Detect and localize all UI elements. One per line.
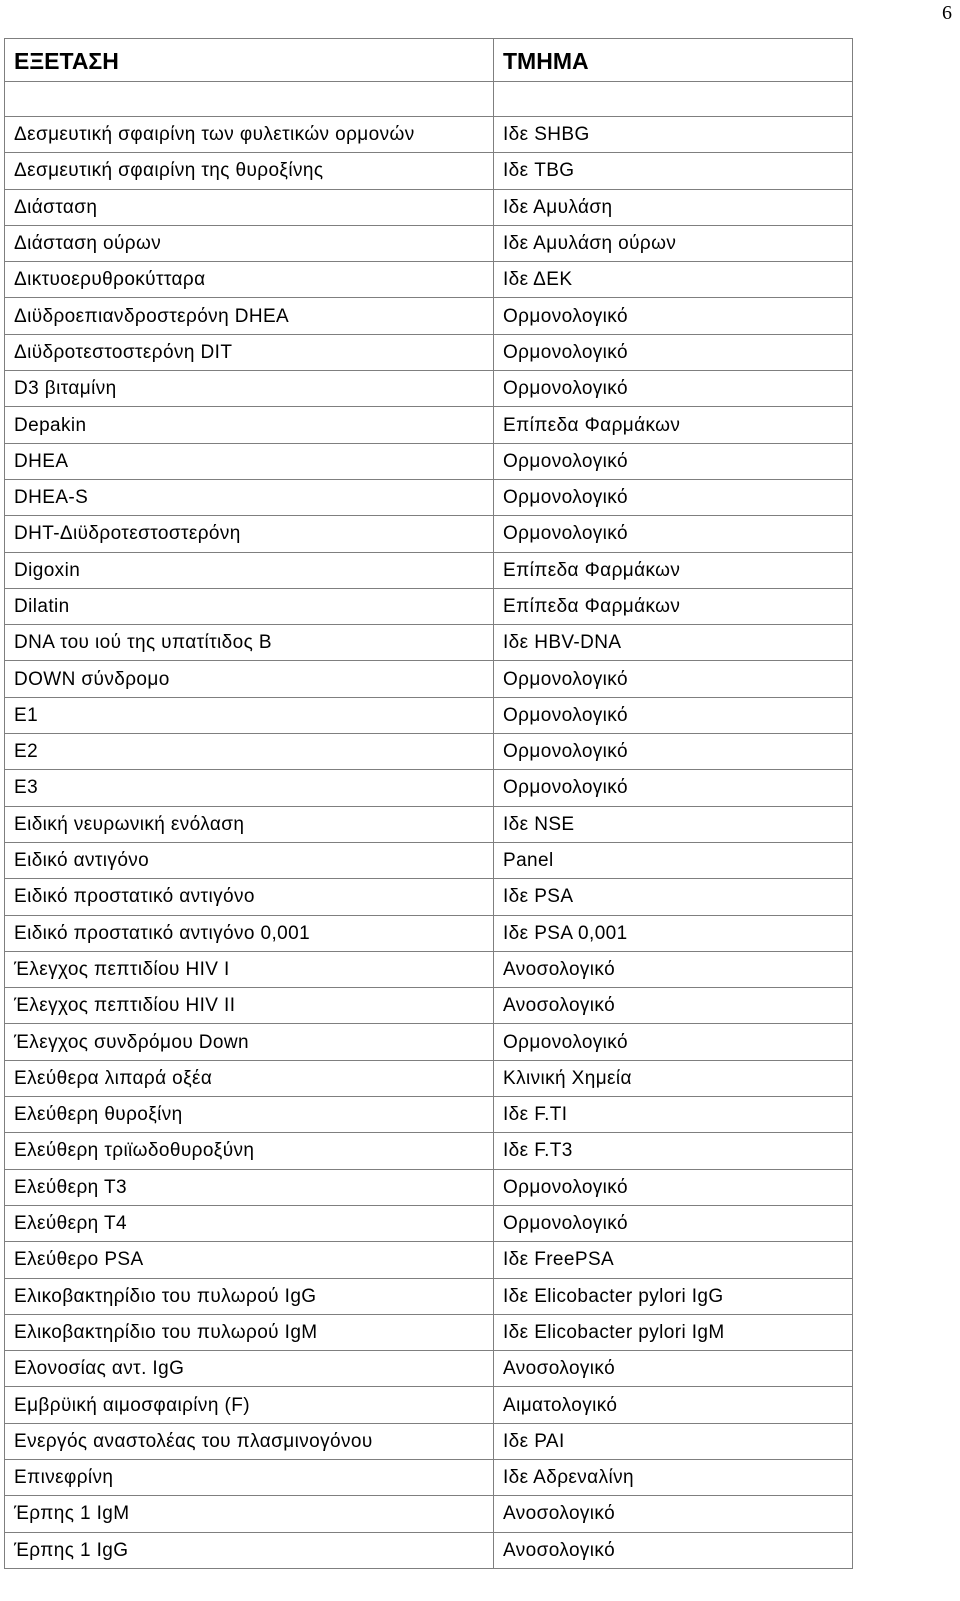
department-cell: Ιδε Elicobacter pylori IgG (494, 1278, 853, 1314)
table-body (5, 82, 853, 1569)
table-row (5, 1496, 853, 1532)
table-row (5, 1423, 853, 1459)
exam-cell: Δεσμευτική σφαιρίνη των φυλετικών ορμονών (5, 117, 494, 153)
exam-cell: Ελεύθερη θυροξίνη (5, 1097, 494, 1133)
exam-cell: Ελονοσίας αντ. IgG (5, 1351, 494, 1387)
exam-cell: Έλεγχος συνδρόμου Down (5, 1024, 494, 1060)
department-cell: Ορμονολογικό (494, 371, 853, 407)
table-row (5, 407, 853, 443)
department-cell: Ιδε FreePSA (494, 1242, 853, 1278)
department-cell: Ανοσολογικό (494, 988, 853, 1024)
exam-cell: DNA του ιού της υπατίτιδος Β (5, 625, 494, 661)
table-row (5, 189, 853, 225)
exam-cell: DHEA-S (5, 479, 494, 515)
table-row (5, 443, 853, 479)
table-row (5, 697, 853, 733)
department-cell: Ανοσολογικό (494, 1496, 853, 1532)
table-row (5, 117, 853, 153)
table-row (5, 298, 853, 334)
exam-cell: Έλεγχος πεπτιδίου HIV II (5, 988, 494, 1024)
department-cell: Ορμονολογικό (494, 1169, 853, 1205)
exam-cell: Ελεύθερο PSA (5, 1242, 494, 1278)
exam-cell: Dilatin (5, 588, 494, 624)
table-row (5, 625, 853, 661)
exam-cell: Εμβρϋική αιμοσφαιρίνη (F) (5, 1387, 494, 1423)
department-cell: Ιδε Αμυλάση ούρων (494, 225, 853, 261)
header-department: ΤΜΗΜΑ (494, 39, 853, 82)
department-cell: Επίπεδα Φαρμάκων (494, 552, 853, 588)
exam-cell: DOWN σύνδρομο (5, 661, 494, 697)
table-row (5, 371, 853, 407)
exam-cell: Depakin (5, 407, 494, 443)
table-row (5, 1024, 853, 1060)
spacer-cell (5, 82, 494, 117)
header-exam: ΕΞΕΤΑΣΗ (5, 39, 494, 82)
exam-cell: Έρπης 1 IgG (5, 1532, 494, 1568)
table-row (5, 1060, 853, 1096)
table-row (5, 1278, 853, 1314)
exam-cell: DHT-Διϋδροτεστοστερόνη (5, 516, 494, 552)
exam-cell: Ελεύθερη Τ3 (5, 1169, 494, 1205)
department-cell: Ορμονολογικό (494, 443, 853, 479)
department-cell: Ιδε Αδρεναλίνη (494, 1459, 853, 1495)
department-cell: Ιδε PSA (494, 879, 853, 915)
department-cell: Ανοσολογικό (494, 1351, 853, 1387)
table-row (5, 806, 853, 842)
table-spacer-row (5, 82, 853, 117)
department-cell: Ιδε NSE (494, 806, 853, 842)
page-number: 6 (942, 2, 952, 24)
table-row (5, 1169, 853, 1205)
table-row (5, 479, 853, 515)
department-cell: Ιδε Elicobacter pylori IgM (494, 1314, 853, 1350)
exam-cell: E1 (5, 697, 494, 733)
exam-cell: Ειδικό προστατικό αντιγόνο (5, 879, 494, 915)
table-row (5, 552, 853, 588)
exam-cell: Διϋδροτεστοστερόνη DIT (5, 334, 494, 370)
exam-cell: DHEA (5, 443, 494, 479)
department-cell: Ιδε PSA 0,001 (494, 915, 853, 951)
exam-cell: E3 (5, 770, 494, 806)
department-cell: Ιδε HBV-DNA (494, 625, 853, 661)
department-cell: Ανοσολογικό (494, 951, 853, 987)
exam-cell: Ενεργός αναστολέας του πλασμινογόνου (5, 1423, 494, 1459)
department-cell: Ανοσολογικό (494, 1532, 853, 1568)
table-row (5, 1532, 853, 1568)
department-cell: Ιδε F.T3 (494, 1133, 853, 1169)
table-header-row (5, 39, 853, 82)
department-cell: Επίπεδα Φαρμάκων (494, 407, 853, 443)
department-cell: Ιδε F.TI (494, 1097, 853, 1133)
table-row (5, 734, 853, 770)
table-row (5, 516, 853, 552)
department-cell: Ιδε PAI (494, 1423, 853, 1459)
exam-cell: Δεσμευτική σφαιρίνη της θυροξίνης (5, 153, 494, 189)
exam-cell: Δικτυοερυθροκύτταρα (5, 262, 494, 298)
table-row (5, 988, 853, 1024)
department-cell: Ορμονολογικό (494, 516, 853, 552)
exam-cell: Ελικοβακτηρίδιο του πυλωρού IgG (5, 1278, 494, 1314)
department-cell: Ορμονολογικό (494, 479, 853, 515)
table-row (5, 915, 853, 951)
department-cell: Ιδε TBG (494, 153, 853, 189)
exam-cell: Διάσταση ούρων (5, 225, 494, 261)
exam-cell: Διϋδροεπιανδροστερόνη DHEA (5, 298, 494, 334)
table-row (5, 1387, 853, 1423)
table-row (5, 951, 853, 987)
table-row (5, 1459, 853, 1495)
department-cell: Panel (494, 842, 853, 878)
exam-cell: Ελικοβακτηρίδιο του πυλωρού IgM (5, 1314, 494, 1350)
department-cell: Ιδε ΔΕΚ (494, 262, 853, 298)
exam-cell: Ελεύθερα λιπαρά οξέα (5, 1060, 494, 1096)
exam-cell: Digoxin (5, 552, 494, 588)
department-cell: Ορμονολογικό (494, 1024, 853, 1060)
exam-cell: Ειδική νευρωνική ενόλαση (5, 806, 494, 842)
table-row (5, 1351, 853, 1387)
exam-cell: Επινεφρίνη (5, 1459, 494, 1495)
department-cell: Ορμονολογικό (494, 770, 853, 806)
exam-cell: D3 βιταμίνη (5, 371, 494, 407)
table-row (5, 153, 853, 189)
department-cell: Αιματολογικό (494, 1387, 853, 1423)
table-row (5, 661, 853, 697)
department-cell: Ιδε SHBG (494, 117, 853, 153)
table-row (5, 334, 853, 370)
exam-cell: Ειδικό αντιγόνο (5, 842, 494, 878)
table-row (5, 262, 853, 298)
department-cell: Ορμονολογικό (494, 697, 853, 733)
department-cell: Ιδε Αμυλάση (494, 189, 853, 225)
table-row (5, 770, 853, 806)
department-cell: Ορμονολογικό (494, 1205, 853, 1241)
department-cell: Ορμονολογικό (494, 734, 853, 770)
exam-cell: Ειδικό προστατικό αντιγόνο 0,001 (5, 915, 494, 951)
exam-cell: Διάσταση (5, 189, 494, 225)
table-row (5, 1205, 853, 1241)
table-row (5, 1314, 853, 1350)
table-row (5, 1242, 853, 1278)
exam-cell: E2 (5, 734, 494, 770)
table-row (5, 879, 853, 915)
table-row (5, 1133, 853, 1169)
table-row (5, 588, 853, 624)
department-cell: Κλινική Χημεία (494, 1060, 853, 1096)
table-row (5, 225, 853, 261)
table-row (5, 842, 853, 878)
department-cell: Ορμονολογικό (494, 334, 853, 370)
exam-cell: Έρπης 1 IgM (5, 1496, 494, 1532)
department-cell: Επίπεδα Φαρμάκων (494, 588, 853, 624)
department-cell: Ορμονολογικό (494, 298, 853, 334)
table-row (5, 1097, 853, 1133)
department-cell: Ορμονολογικό (494, 661, 853, 697)
exam-cell: Έλεγχος πεπτιδίου HIV I (5, 951, 494, 987)
exam-cell: Ελεύθερη Τ4 (5, 1205, 494, 1241)
exam-department-table (4, 38, 853, 1569)
exam-cell: Ελεύθερη τριϊωδοθυροξύνη (5, 1133, 494, 1169)
spacer-cell (494, 82, 853, 117)
